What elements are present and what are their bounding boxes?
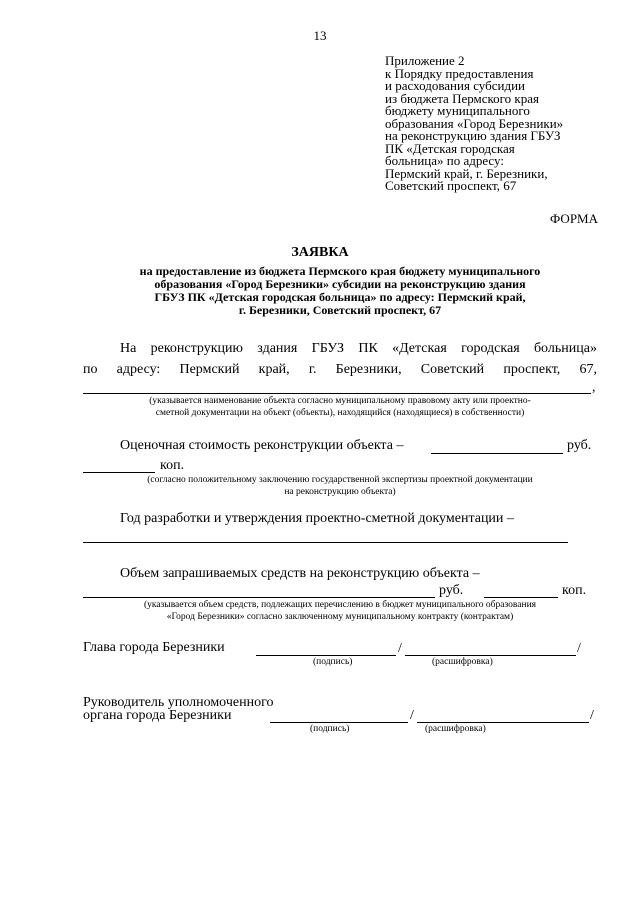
volume-label: Объем запрашиваемых средств на реконструкцию объекта – bbox=[120, 566, 480, 581]
head-decoding-field[interactable] bbox=[405, 655, 576, 656]
head-signature-field[interactable] bbox=[256, 655, 396, 656]
subtitle-line: образования «Город Березники» субсидии на реконструкцию здания bbox=[154, 277, 526, 291]
document-subtitle bbox=[60, 265, 620, 317]
note-line: (согласно положительному заключению государственной экспертизы проектной документации bbox=[147, 475, 533, 485]
note-line: сметной документации на объект (объекты), находящийся (находящиеся) в собственности) bbox=[155, 408, 525, 418]
volume-kop-field[interactable] bbox=[484, 597, 558, 598]
cost-kop-field[interactable] bbox=[83, 472, 155, 473]
note-line: «Город Березники» согласно заключенному муниципальному контракту (контрактам) bbox=[166, 612, 514, 622]
cost-rub-field[interactable] bbox=[431, 453, 563, 454]
word: край, bbox=[258, 362, 290, 377]
appendix-line: и расходования субсидии bbox=[385, 78, 525, 93]
note-line: (указывается наименование объекта согласно муниципальному правовому акту или проектно- bbox=[149, 396, 531, 406]
signature-caption: (подпись) bbox=[310, 724, 350, 734]
word: ПК bbox=[358, 341, 378, 356]
appendix-line: Советский проспект, 67 bbox=[385, 178, 517, 193]
year-field[interactable] bbox=[83, 542, 568, 543]
word: г. bbox=[308, 362, 317, 377]
appendix-line: на реконструкцию здания ГБУЗ bbox=[385, 128, 561, 143]
word: «Детская bbox=[392, 341, 447, 356]
authorized-body-label bbox=[83, 696, 273, 722]
word: ГБУЗ bbox=[311, 341, 345, 356]
signature-slash: / bbox=[577, 641, 581, 656]
form-label: ФОРМА bbox=[550, 211, 598, 226]
appendix-line: из бюджета Пермского края bbox=[385, 90, 540, 106]
subtitle-line: на предоставление из бюджета Пермского края бюджету муниципального bbox=[139, 264, 541, 278]
word: по bbox=[83, 362, 98, 377]
page-number: 13 bbox=[313, 28, 327, 43]
signature-slash: / bbox=[410, 708, 414, 723]
authorized-decoding-field[interactable] bbox=[417, 722, 589, 723]
object-paragraph-line1 bbox=[120, 341, 597, 357]
head-of-city-label: Глава города Березники bbox=[83, 640, 225, 655]
word: больница» bbox=[533, 341, 597, 356]
word: адресу: bbox=[116, 362, 161, 377]
cost-rub-unit: руб. bbox=[567, 438, 592, 453]
label-line: Руководитель уполномоченного bbox=[83, 695, 274, 710]
object-name-field[interactable] bbox=[83, 393, 591, 394]
trailing-comma: , bbox=[592, 380, 596, 395]
appendix-line: к Порядку предоставления bbox=[385, 65, 534, 81]
year-label: Год разработки и утверждения проектно-сметной документации – bbox=[120, 511, 514, 526]
appendix-line: ПК «Детская городская bbox=[385, 140, 515, 156]
word: Пермский bbox=[179, 362, 240, 377]
word: городская bbox=[461, 341, 520, 356]
volume-note bbox=[83, 599, 597, 623]
decoding-caption: (расшифровка) bbox=[432, 657, 493, 667]
appendix-block bbox=[385, 55, 563, 193]
object-paragraph-line2 bbox=[83, 362, 597, 378]
subtitle-line: г. Березники, Советский проспект, 67 bbox=[238, 303, 442, 317]
appendix-line: Пермский край, г. Березники, bbox=[385, 165, 548, 181]
volume-rub-field[interactable] bbox=[83, 597, 435, 598]
word: 67, bbox=[579, 362, 597, 377]
volume-rub-unit: руб. bbox=[439, 583, 464, 598]
label-line: органа города Березники bbox=[83, 708, 232, 723]
word: реконструкцию bbox=[150, 341, 243, 356]
authorized-signature-field[interactable] bbox=[270, 722, 408, 723]
word: Березники, bbox=[335, 362, 402, 377]
signature-caption: (подпись) bbox=[313, 657, 353, 667]
signature-slash: / bbox=[590, 708, 594, 723]
word: Советский bbox=[420, 362, 485, 377]
appendix-line: больница» по адресу: bbox=[385, 153, 504, 168]
word: На bbox=[120, 341, 137, 356]
cost-kop-unit: коп. bbox=[160, 458, 185, 473]
note-line: на реконструкцию объекта) bbox=[284, 487, 396, 497]
note-line: (указывается объем средств, подлежащих перечислению в бюджет муниципального образования bbox=[143, 600, 537, 610]
subtitle-line: ГБУЗ ПК «Детская городская больница» по адресу: Пермский край, bbox=[154, 290, 526, 304]
signature-slash: / bbox=[398, 641, 402, 656]
cost-note bbox=[83, 474, 597, 498]
appendix-line: Приложение 2 bbox=[385, 53, 465, 68]
appendix-line: бюджету муниципального bbox=[385, 103, 530, 118]
document-title: ЗАЯВКА bbox=[291, 245, 349, 260]
word: здания bbox=[257, 341, 298, 356]
object-name-note bbox=[83, 395, 597, 419]
decoding-caption: (расшифровка) bbox=[425, 724, 486, 734]
cost-label: Оценочная стоимость реконструкции объекта – bbox=[120, 438, 404, 453]
appendix-line: образования «Город Березники» bbox=[385, 115, 564, 131]
word: проспект, bbox=[503, 362, 561, 377]
volume-kop-unit: коп. bbox=[562, 583, 587, 598]
